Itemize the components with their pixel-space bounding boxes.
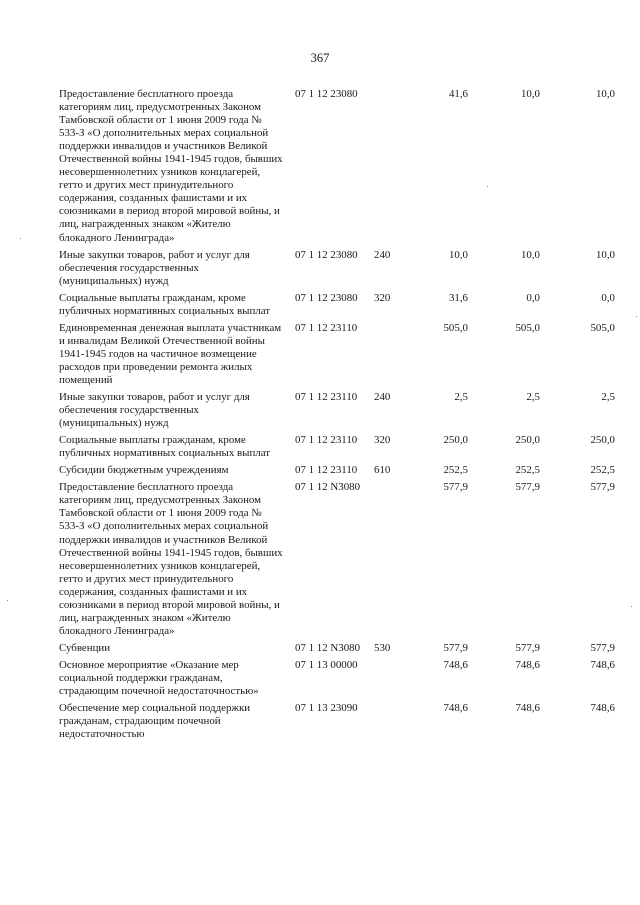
table-row — [59, 292, 615, 318]
budget-table — [59, 88, 615, 745]
table-row — [59, 88, 615, 245]
row-description: Субвенции — [59, 641, 111, 654]
amount-year-3: 505,0 — [590, 321, 615, 334]
scan-speck — [7, 600, 8, 601]
table-row — [59, 249, 615, 288]
amount-year-2: 10,0 — [520, 248, 540, 261]
scan-speck — [487, 186, 488, 187]
amount-year-2: 10,0 — [520, 88, 540, 100]
amount-year-1: 577,9 — [443, 481, 468, 494]
amount-year-1: 252,5 — [443, 464, 468, 477]
row-description: Иные закупки товаров, работ и услуг для обеспечения государственных (муниципальных) нужд — [59, 248, 250, 287]
amount-year-2: 748,6 — [515, 658, 540, 671]
amount-year-3: 252,5 — [590, 464, 615, 477]
amount-year-2: 577,9 — [515, 641, 540, 654]
amount-year-3: 748,6 — [590, 658, 615, 671]
amount-year-1: 577,9 — [443, 641, 468, 654]
expense-type-code: 530 — [374, 641, 391, 654]
amount-year-2: 505,0 — [515, 321, 540, 334]
scan-speck — [631, 606, 632, 607]
table-row — [59, 322, 615, 387]
row-description: Предоставление бесплатного проезда категориям лиц, предусмотренных Законом Тамбовской области от 1 июня 2009 года № 533-З «О дополнительных мерах социальной поддержки инвалидов и участников Великой Отечественной войны 1941-1945 годов, бывших несовершеннолетних узников концлагерей, гетто и других мест принудительного содержания, созданных фашистами и их союзниками в период второй мировой войны, и лиц, награжденных знаком «Жителю блокадного Ленинграда» — [59, 481, 283, 637]
expense-type-code: 240 — [374, 248, 391, 261]
row-description: Предоставление бесплатного проезда категориям лиц, предусмотренных Законом Тамбовской области от 1 июня 2009 года № 533-З «О дополнительных мерах социальной поддержки инвалидов и участников Великой Отечественной войны 1941-1945 годов, бывших несовершеннолетних узников концлагерей, гетто и других мест принудительного содержания, созданных фашистами и их союзниками в период второй мировой войны, и лиц, награжденных знаком «Жителю блокадного Ленинграда» — [59, 88, 283, 244]
amount-year-2: 2,5 — [526, 391, 540, 404]
amount-year-2: 252,5 — [515, 464, 540, 477]
row-description: Основное мероприятие «Оказание мер социальной поддержки гражданам, страдающим почечной недостаточностью» — [59, 658, 259, 698]
amount-year-1: 748,6 — [443, 658, 468, 671]
amount-year-3: 10,0 — [595, 248, 615, 261]
amount-year-1: 31,6 — [448, 291, 468, 304]
table-row — [59, 481, 615, 638]
target-code: 07 1 13 23090 — [295, 702, 358, 715]
target-code: 07 1 12 23080 — [295, 248, 358, 261]
amount-year-1: 41,6 — [448, 88, 468, 100]
amount-year-3: 2,5 — [601, 391, 615, 404]
amount-year-3: 0,0 — [601, 291, 615, 304]
target-code: 07 1 13 00000 — [295, 658, 358, 671]
amount-year-2: 748,6 — [515, 702, 540, 715]
amount-year-3: 577,9 — [590, 481, 615, 494]
row-description: Социальные выплаты гражданам, кроме публичных нормативных социальных выплат — [59, 434, 271, 460]
amount-year-2: 577,9 — [515, 481, 540, 494]
amount-year-1: 250,0 — [443, 434, 468, 447]
amount-year-2: 250,0 — [515, 434, 540, 447]
row-description: Единовременная денежная выплата участникам и инвалидам Великой Отечественной войны 1941-1945 годов на частичное возмещение расходов при проведении ремонта жилых помещений — [59, 321, 282, 386]
amount-year-3: 250,0 — [590, 434, 615, 447]
target-code: 07 1 12 N3080 — [295, 641, 361, 654]
table-row — [59, 642, 615, 655]
target-code: 07 1 12 23110 — [295, 434, 358, 447]
row-description: Субсидии бюджетным учреждениям — [59, 464, 229, 477]
amount-year-3: 10,0 — [595, 88, 615, 100]
amount-year-1: 748,6 — [443, 702, 468, 715]
amount-year-1: 505,0 — [443, 321, 468, 334]
amount-year-3: 577,9 — [590, 641, 615, 654]
row-description: Иные закупки товаров, работ и услуг для обеспечения государственных (муниципальных) нужд — [59, 391, 250, 430]
table-row — [59, 702, 615, 741]
table-row — [59, 391, 615, 430]
expense-type-code: 240 — [374, 391, 391, 404]
amount-year-1: 10,0 — [448, 248, 468, 261]
target-code: 07 1 12 23110 — [295, 321, 358, 334]
expense-type-code: 320 — [374, 291, 391, 304]
scan-speck — [636, 316, 637, 317]
scan-speck — [20, 238, 21, 239]
target-code: 07 1 12 23110 — [295, 464, 358, 477]
target-code: 07 1 12 23110 — [295, 391, 358, 404]
target-code: 07 1 12 N3080 — [295, 481, 361, 494]
table-row — [59, 659, 615, 698]
amount-year-3: 748,6 — [590, 702, 615, 715]
expense-type-code: 610 — [374, 464, 391, 477]
row-description: Обеспечение мер социальной поддержки гражданам, страдающим почечной недостаточностью — [59, 702, 251, 741]
page-number: 367 — [310, 51, 330, 65]
table-row — [59, 464, 615, 477]
target-code: 07 1 12 23080 — [295, 291, 358, 304]
expense-type-code: 320 — [374, 434, 391, 447]
target-code: 07 1 12 23080 — [295, 88, 358, 100]
table-row — [59, 434, 615, 460]
row-description: Социальные выплаты гражданам, кроме публичных нормативных социальных выплат — [59, 291, 271, 317]
amount-year-2: 0,0 — [526, 291, 540, 304]
amount-year-1: 2,5 — [454, 391, 468, 404]
